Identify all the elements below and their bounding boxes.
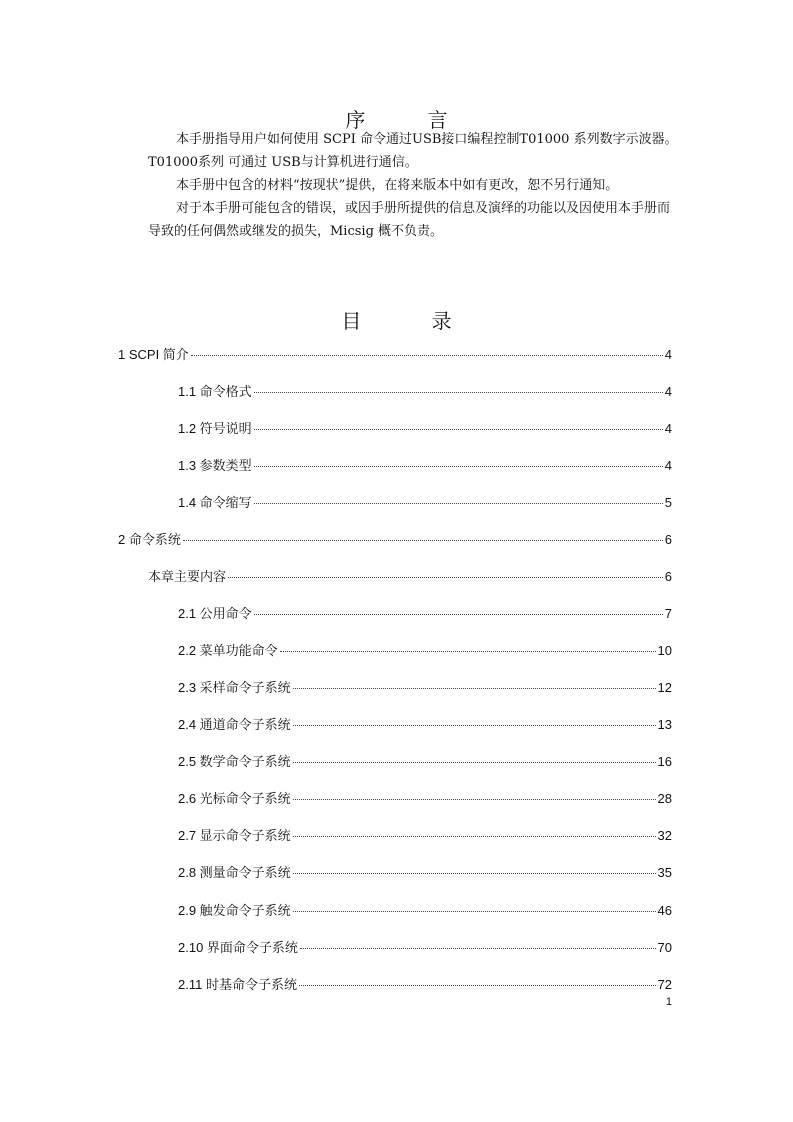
toc-entry-page: 4 [664, 347, 672, 362]
toc-entry-label: 1.2 符号说明 [178, 421, 252, 436]
toc-entry[interactable] [178, 714, 672, 732]
toc-entry[interactable] [178, 937, 672, 955]
toc-entry-label: 2.6 光标命令子系统 [178, 791, 291, 806]
toc-entry-label: 2.1 公用命令 [178, 606, 252, 621]
toc-entry[interactable] [178, 751, 672, 769]
leader-dots [254, 614, 663, 615]
toc-entry[interactable] [178, 492, 672, 510]
toc-entry[interactable] [178, 788, 672, 806]
preface-body [148, 128, 678, 243]
preface-title: 序 言 [345, 108, 476, 132]
leader-dots [254, 392, 663, 393]
preface-paragraph: 本手册中包含的材料“按现状”提供，在将来版本中如有更改，恕不另行通知。 [176, 178, 619, 193]
leader-dots [254, 429, 663, 430]
toc-entry[interactable] [148, 566, 672, 584]
leader-dots [293, 762, 656, 763]
leader-dots [293, 836, 656, 837]
leader-dots [293, 799, 656, 800]
toc-entry-label: 1 SCPI 简介 [118, 347, 189, 362]
toc-entry-page: 46 [657, 903, 672, 918]
toc-entry[interactable] [178, 455, 672, 473]
toc-entry[interactable] [118, 529, 672, 547]
toc-entry-label: 2.9 触发命令子系统 [178, 903, 291, 918]
toc-entry-page: 35 [657, 865, 672, 880]
toc-entry-page: 4 [664, 384, 672, 399]
toc-entry-page: 10 [657, 643, 672, 658]
leader-dots [299, 985, 656, 986]
toc-entry[interactable] [178, 974, 672, 992]
toc-entry-label: 2.4 通道命令子系统 [178, 717, 291, 732]
leader-dots [293, 688, 656, 689]
preface-paragraph: 对于本手册可能包含的错误，或因手册所提供的信息及演绎的功能以及因使用本手册而导致的任何偶然或继发的损失，Micsig 概不负责。 [148, 201, 671, 239]
toc-entry-label: 2.10 界面命令子系统 [178, 940, 298, 955]
toc-entry-page: 72 [657, 977, 672, 992]
toc-entry[interactable] [118, 344, 672, 362]
toc-entry[interactable] [178, 825, 672, 843]
toc-entry[interactable] [178, 603, 672, 621]
toc-entry-label: 1.4 命令缩写 [178, 495, 252, 510]
toc-title: 目 录 [341, 309, 484, 333]
leader-dots [293, 911, 656, 912]
toc-entry-label: 本章主要内容 [148, 569, 227, 584]
toc-entry[interactable] [178, 640, 672, 658]
toc-entry-page: 4 [664, 421, 672, 436]
leader-dots [191, 355, 663, 356]
toc-entry[interactable] [178, 862, 672, 880]
toc-entry-label: 2.11 时基命令子系统 [178, 977, 297, 992]
toc-entry-label: 2 命令系统 [118, 532, 181, 547]
toc-entry-page: 4 [664, 458, 672, 473]
toc-entry-page: 12 [657, 680, 672, 695]
leader-dots [228, 577, 663, 578]
toc-entry-label: 2.2 菜单功能命令 [178, 643, 278, 658]
toc-entry-page: 6 [664, 569, 672, 584]
toc-entry-page: 70 [657, 940, 672, 955]
toc-entry-page: 16 [657, 754, 672, 769]
toc-entry-label: 1.3 参数类型 [178, 458, 252, 473]
toc-entry-label: 2.5 数学命令子系统 [178, 754, 291, 769]
toc-entry-label: 2.3 采样命令子系统 [178, 680, 291, 695]
toc-entry-page: 32 [657, 828, 672, 843]
toc-entry[interactable] [178, 677, 672, 695]
toc-entry-label: 2.7 显示命令子系统 [178, 828, 291, 843]
toc-entry[interactable] [178, 381, 672, 399]
toc-entry-page: 5 [664, 495, 672, 510]
page-number: 1 [665, 996, 672, 1008]
preface-paragraph: 本手册指导用户如何使用 SCPI 命令通过USB接口编程控制T01000 系列数字示波器。T01000系列 可通过 USB与计算机进行通信。 [148, 132, 678, 170]
toc-entry[interactable] [178, 418, 672, 436]
toc-entry-page: 28 [657, 791, 672, 806]
toc-entry-label: 2.8 测量命令子系统 [178, 865, 291, 880]
toc-entry-page: 13 [657, 717, 672, 732]
toc-entry[interactable] [178, 900, 672, 918]
leader-dots [254, 503, 663, 504]
toc-entry-label: 1.1 命令格式 [178, 384, 252, 399]
leader-dots [300, 948, 656, 949]
toc-entry-page: 6 [664, 532, 672, 547]
toc-entry-page: 7 [664, 606, 672, 621]
leader-dots [293, 725, 656, 726]
leader-dots [293, 873, 656, 874]
leader-dots [183, 540, 663, 541]
leader-dots [280, 651, 656, 652]
leader-dots [254, 466, 663, 467]
